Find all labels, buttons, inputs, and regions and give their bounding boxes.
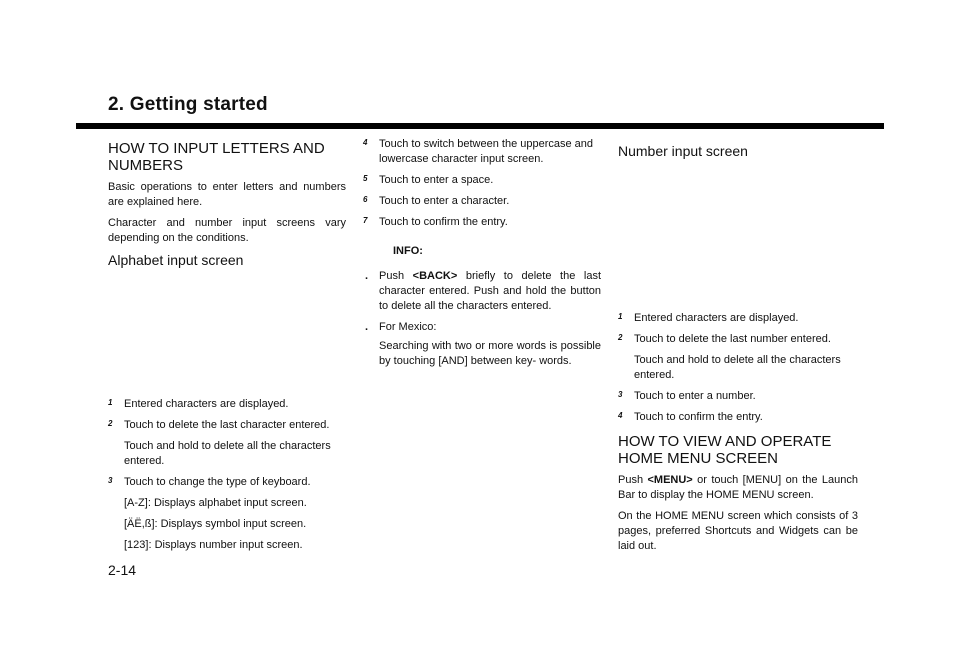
- left-column: [108, 137, 346, 559]
- item-number: 3: [108, 476, 113, 485]
- section-heading-home-menu: HOW TO VIEW AND OPERATE HOME MENU SCREEN: [618, 433, 832, 467]
- intro-paragraph-2: Character and number input screens vary depending on the conditions.: [108, 217, 346, 244]
- list-item: [618, 410, 858, 425]
- bullet-dot: .: [365, 321, 369, 333]
- paragraph-text-pre: Push: [618, 474, 644, 486]
- list-item: [108, 475, 346, 490]
- item-text: Touch to change the type of keyboard.: [124, 476, 311, 488]
- bullet-text-pre: Push: [379, 270, 405, 282]
- list-item: [363, 173, 601, 188]
- middle-column: [363, 137, 601, 375]
- item-number: 7: [363, 216, 368, 225]
- item-text: Touch to enter a character.: [379, 195, 510, 207]
- menu-key: <MENU>: [647, 474, 693, 486]
- item-number: 2: [618, 333, 623, 342]
- item-subtext: Touch and hold to delete all the characters entered.: [124, 440, 331, 467]
- bullet-text-post: briefly to delete the last character entered. Push and hold the button to delete all the characters entered.: [379, 270, 602, 312]
- bullet-text-body: Searching with two or more words is possible by touching [AND] between key- words.: [379, 340, 601, 367]
- home-menu-paragraph-2: On the HOME MENU screen which consists of 3 pages, preferred Shortcuts and Widgets can be laid out.: [618, 510, 858, 552]
- item-text: Touch to enter a number.: [634, 390, 756, 402]
- back-key: <BACK>: [412, 270, 458, 282]
- item-number: 4: [363, 138, 368, 147]
- item-number: 4: [618, 411, 623, 420]
- list-item: [618, 311, 858, 326]
- item-subtext: [A-Z]: Displays alphabet input screen.: [124, 497, 307, 509]
- item-number: 5: [363, 174, 368, 183]
- header-rule: [76, 123, 884, 129]
- item-subtext: [ÄË,ß]: Displays symbol input screen.: [124, 518, 307, 530]
- item-text: Touch to enter a space.: [379, 174, 494, 186]
- chapter-title: 2. Getting started: [108, 94, 268, 115]
- item-number: 2: [108, 419, 113, 428]
- bullet-dot: .: [365, 270, 369, 282]
- item-subtext: Touch and hold to delete all the characters entered.: [634, 354, 841, 381]
- item-number: 1: [618, 312, 623, 321]
- item-text: Touch to delete the last character entered.: [124, 419, 330, 431]
- home-menu-paragraph-1: [618, 473, 858, 503]
- subheading-number: Number input screen: [618, 143, 748, 159]
- item-subtext: [123]: Displays number input screen.: [124, 539, 303, 551]
- list-item: [618, 332, 858, 347]
- right-column: [618, 137, 858, 560]
- alphabet-screen-illustration: [108, 269, 346, 397]
- list-item: [363, 215, 601, 230]
- item-number: 1: [108, 398, 113, 407]
- list-item: [618, 389, 858, 404]
- item-text: Touch to confirm the entry.: [379, 216, 508, 228]
- list-item: [108, 418, 346, 433]
- paragraph-text-post: or touch [MENU] on the Launch Bar to display the HOME MENU screen.: [618, 474, 859, 501]
- item-number: 3: [618, 390, 623, 399]
- bullet-text-title: For Mexico:: [379, 321, 437, 333]
- intro-paragraph-1: Basic operations to enter letters and numbers are explained here.: [108, 181, 346, 208]
- list-item: [363, 137, 601, 167]
- item-text: Entered characters are displayed.: [124, 398, 289, 410]
- item-text: Touch to confirm the entry.: [634, 411, 763, 423]
- item-text: Touch to delete the last number entered.: [634, 333, 831, 345]
- number-screen-illustration: [618, 160, 858, 311]
- subheading-alphabet: Alphabet input screen: [108, 252, 244, 268]
- info-bullet-back: [363, 269, 601, 314]
- list-item: [363, 194, 601, 209]
- section-heading-input: HOW TO INPUT LETTERS AND NUMBERS: [108, 140, 325, 174]
- info-label: INFO:: [393, 245, 423, 257]
- item-text: Entered characters are displayed.: [634, 312, 799, 324]
- item-number: 6: [363, 195, 368, 204]
- info-bullet-mexico: [363, 320, 601, 369]
- item-text: Touch to switch between the uppercase and lowercase character input screen.: [379, 138, 594, 165]
- page-number: 2-14: [108, 562, 137, 578]
- list-item: [108, 397, 346, 412]
